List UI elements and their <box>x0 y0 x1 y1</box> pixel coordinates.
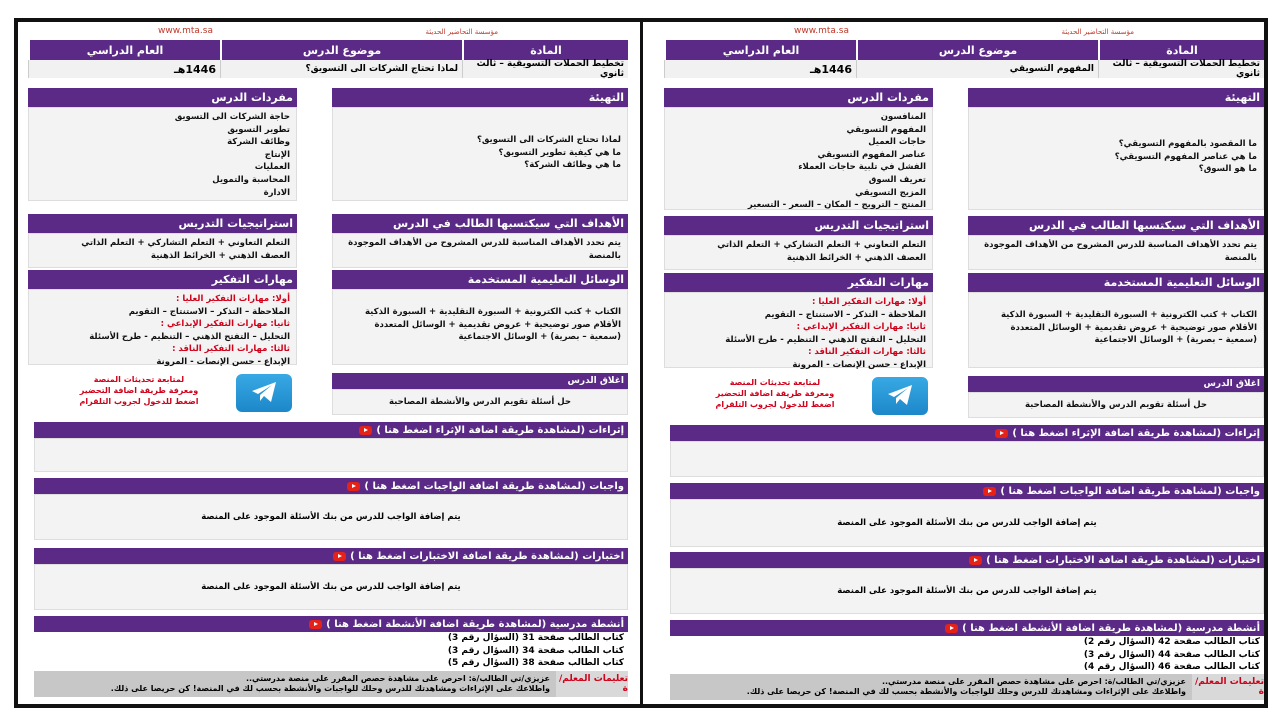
vocab-item: تعريف السوق <box>868 174 926 185</box>
year-value: 1446هـ <box>664 60 856 78</box>
youtube-icon[interactable] <box>309 620 322 629</box>
tests-title: اختبارات <box>1218 554 1260 566</box>
vocab-section <box>664 88 933 210</box>
intro-title: التهيئة <box>332 88 628 107</box>
skills-title: مهارات التفكير <box>28 270 297 289</box>
skills-heading: ثالثا: مهارات التفكير الناقد : <box>808 347 926 358</box>
youtube-icon[interactable] <box>995 429 1008 438</box>
vocab-section <box>28 88 297 201</box>
intro-line: ما المقصود بالمفهوم التسويقي؟ <box>1118 139 1257 149</box>
resources-line: الكتاب + كتب الكترونية + السبورة التقليدية + السبورة الذكية <box>1001 310 1257 320</box>
topic-header: موضوع الدرس <box>856 40 1098 60</box>
vocab-item: عناصر المفهوم التسويقي <box>817 149 926 160</box>
skills-line: التحليل – التفتح الذهني – التنظيم - طرح الأسئلة <box>89 331 290 342</box>
topic-header: موضوع الدرس <box>220 40 462 60</box>
skills-line: الملاحظة – التذكر – الاستنتاج – التقويم <box>128 306 290 317</box>
homework-text: يتم إضافة الواجب للدرس من بنك الأسئلة الموجود على المنصة <box>34 494 628 540</box>
activity-item: كتاب الطالب صفحة 34 (السؤال رقم 3) <box>447 645 624 656</box>
vocab-item: حاجات العميل <box>868 137 926 148</box>
tests-title: اختبارات <box>582 550 624 562</box>
activities-section <box>34 616 628 632</box>
activities-title: أنشطة مدرسية <box>549 618 624 630</box>
enrich-title: إثراءات <box>1224 427 1260 439</box>
follow-line: ومعرفة طريقة اضافة التحضير <box>715 389 835 398</box>
youtube-icon[interactable] <box>359 426 372 435</box>
homework-text: يتم إضافة الواجب للدرس من بنك الأسئلة الموجود على المنصة <box>670 499 1264 547</box>
lesson-plan-page-left <box>28 24 628 700</box>
skills-section <box>28 270 297 365</box>
homework-link[interactable]: (لمشاهدة طريقة اضافة الواجبات اضغط هنا ) <box>364 480 586 492</box>
year-header: العام الدراسي <box>664 40 856 60</box>
follow-line: اضغط للدخول لجروب التلقرام <box>715 400 835 409</box>
vocab-item: المزيج التسويقي <box>855 187 926 198</box>
closing-title: اغلاق الدرس <box>968 376 1264 392</box>
goals-text: يتم تحدد الأهداف المناسبة للدرس المشروح من الأهداف الموجودة بالمنصة <box>968 235 1264 270</box>
teacher-label: تعليمات المعلم/ة <box>1192 674 1264 700</box>
goals-title: الأهداف التي سيكتسبها الطالب في الدرس <box>968 216 1264 235</box>
strategies-section <box>664 216 933 270</box>
resources-line: الكتاب + كتب الكترونية + السبورة التقليدية + السبورة الذكية <box>365 307 621 317</box>
tests-section <box>34 548 628 610</box>
intro-title: التهيئة <box>968 88 1264 107</box>
intro-line: ما هي كيفية تطوير التسويق؟ <box>498 147 621 158</box>
goals-title: الأهداف التي سيكتسبها الطالب في الدرس <box>332 214 628 233</box>
intro-line: ما هو السوق؟ <box>1198 164 1257 175</box>
lesson-plan-page-right <box>664 24 1264 700</box>
vocab-item: المحاسبة والتمويل <box>212 174 290 185</box>
skills-heading: ثانيا: مهارات التفكير الإبداعي : <box>160 319 290 330</box>
teacher-instructions <box>34 671 628 697</box>
teacher-label: تعليمات المعلم/ة <box>556 671 628 697</box>
enrich-section <box>34 422 628 472</box>
skills-heading: ثالثا: مهارات التفكير الناقد : <box>172 344 290 355</box>
intro-line: ما هي عناصر المفهوم التسويقي؟ <box>1114 151 1257 162</box>
skills-line: التحليل – التفتح الذهني – التنظيم - طرح الأسئلة <box>725 334 926 345</box>
homework-title: واجبات <box>589 480 624 492</box>
homework-section <box>670 483 1264 547</box>
site-url[interactable]: www.mta.sa <box>158 26 213 36</box>
vocab-item: الادارة <box>263 187 290 198</box>
skills-line: الملاحظة – التذكر – الاستنتاج – التقويم <box>764 309 926 320</box>
resources-title: الوسائل التعليمية المستخدمة <box>968 273 1264 292</box>
activity-item: كتاب الطالب صفحة 38 (السؤال رقم 5) <box>447 658 624 668</box>
intro-section <box>332 88 628 201</box>
tests-link[interactable]: (لمشاهدة طريقة اضافة الاختبارات اضغط هنا ) <box>350 550 579 562</box>
tests-text: يتم إضافة الواجب للدرس من بنك الأسئلة الموجود على المنصة <box>670 568 1264 614</box>
activities-section <box>670 620 1264 636</box>
brand-name: مؤسسة التحاضير الحديثة <box>1061 28 1134 36</box>
vocab-item: تطوير التسويق <box>227 124 290 135</box>
activities-list <box>34 632 628 670</box>
homework-link[interactable]: (لمشاهدة طريقة اضافة الواجبات اضغط هنا ) <box>1000 485 1222 497</box>
strategies-title: استراتيجيات التدريس <box>28 214 297 233</box>
strategies-line: التعلم التعاوني + التعلم التشاركي + التعلم الذاتي <box>717 240 926 250</box>
telegram-follow-text[interactable] <box>700 377 850 410</box>
vocab-title: مفردات الدرس <box>664 88 933 107</box>
site-url[interactable]: www.mta.sa <box>794 26 849 36</box>
activities-link[interactable]: (لمشاهدة طريقة اضافة الأنشطة اضغط هنا ) <box>962 622 1183 634</box>
enrich-link[interactable]: (لمشاهدة طريقة اضافة الإثراء اضغط هنا ) <box>1012 427 1222 439</box>
intro-line: ما هي وظائف الشركة؟ <box>524 160 621 171</box>
activity-item: كتاب الطالب صفحة 44 (السؤال رقم 3) <box>1083 649 1260 660</box>
teacher-line: عزيزي/تي الطالب/ة: احرص على مشاهدة حصص المقرر على منصة مدرستي.. <box>245 674 550 683</box>
tests-text: يتم إضافة الواجب للدرس من بنك الأسئلة الموجود على المنصة <box>34 564 628 610</box>
telegram-follow-text[interactable] <box>64 374 214 407</box>
youtube-icon[interactable] <box>347 482 360 491</box>
activities-link[interactable]: (لمشاهدة طريقة اضافة الأنشطة اضغط هنا ) <box>326 618 547 630</box>
enrich-body <box>34 438 628 472</box>
closing-text: حل أسئلة تقويم الدرس والأنشطة المصاحبة <box>968 392 1264 418</box>
resources-line: (سمعية – بصرية) + الوسائل الاجتماعية <box>1094 335 1257 346</box>
subject-value: تخطيط الحملات التسويقية – ثالث ثانوي <box>462 60 628 78</box>
telegram-icon[interactable] <box>236 374 292 412</box>
subject-value: تخطيط الحملات التسويقية – ثالث ثانوي <box>1098 60 1264 78</box>
enrich-body <box>670 441 1264 477</box>
intro-line: لماذا تحتاج الشركات الى التسويق؟ <box>476 135 621 145</box>
skills-heading: أولا: مهارات التفكير العليا : <box>175 294 290 304</box>
brand-name: مؤسسة التحاضير الحديثة <box>425 28 498 36</box>
topic-value: المفهوم التسويقي <box>856 60 1098 78</box>
teacher-instructions <box>670 674 1264 700</box>
follow-line: لمتابعة تحديثات المنصة <box>729 378 821 387</box>
strategies-line: التعلم التعاوني + التعلم التشاركي + التعلم الذاتي <box>81 238 290 248</box>
resources-section <box>968 273 1264 368</box>
teacher-line: واطلاعك على الإثراءات ومشاهدتك للدرس وحلك للواجبات والأنشطة بحسب لك في المنصة! كن حريصا على ذلك. <box>110 684 550 693</box>
follow-line: لمتابعة تحديثات المنصة <box>93 375 185 384</box>
vocab-item: العمليات <box>254 162 290 173</box>
vocab-item: المنافسون <box>880 112 926 122</box>
youtube-icon[interactable] <box>333 552 346 561</box>
activity-item: كتاب الطالب صفحة 42 (السؤال رقم 2) <box>1083 637 1260 647</box>
vocab-item: الإنتاج <box>264 149 290 160</box>
vocab-title: مفردات الدرس <box>28 88 297 107</box>
resources-line: الأقلام صور توضيحية + عروض تقديمية + الوسائل المتعددة <box>1010 322 1257 333</box>
goals-section <box>968 216 1264 270</box>
vocab-item: المنتج – الترويج – المكان – السعر - التسعير <box>747 200 926 211</box>
youtube-icon[interactable] <box>945 624 958 633</box>
closing-section <box>968 376 1264 418</box>
tests-section <box>670 552 1264 614</box>
strategies-line: العصف الذهني + الخرائط الذهنية <box>786 252 926 263</box>
closing-title: اغلاق الدرس <box>332 373 628 389</box>
goals-section <box>332 214 628 268</box>
teacher-line: عزيزي/تي الطالب/ة: احرص على مشاهدة حصص المقرر على منصة مدرستي.. <box>881 677 1186 686</box>
closing-section <box>332 373 628 415</box>
strategies-title: استراتيجيات التدريس <box>664 216 933 235</box>
goals-text: يتم تحدد الأهداف المناسبة للدرس المشروح من الأهداف الموجودة بالمنصة <box>332 233 628 268</box>
vocab-item: الفشل في تلبية حاجات العملاء <box>798 162 926 173</box>
skills-line: الإبداع - حسن الإنصات - المرونة <box>792 359 926 370</box>
follow-line: اضغط للدخول لجروب التلقرام <box>79 397 199 406</box>
skills-heading: أولا: مهارات التفكير العليا : <box>811 297 926 307</box>
youtube-icon[interactable] <box>983 487 996 496</box>
enrich-title: إثراءات <box>588 424 624 436</box>
activities-title: أنشطة مدرسية <box>1185 622 1260 634</box>
intro-section <box>968 88 1264 210</box>
resources-line: (سمعية – بصرية) + الوسائل الاجتماعية <box>458 332 621 343</box>
subject-header: المادة <box>1098 40 1264 60</box>
skills-heading: ثانيا: مهارات التفكير الإبداعي : <box>796 322 926 333</box>
vocab-item: المفهوم التسويقي <box>846 124 926 135</box>
skills-section <box>664 273 933 368</box>
activities-list <box>670 636 1264 674</box>
enrich-link[interactable]: (لمشاهدة طريقة اضافة الإثراء اضغط هنا ) <box>376 424 586 436</box>
activity-item: كتاب الطالب صفحة 46 (السؤال رقم 4) <box>1083 662 1260 672</box>
homework-title: واجبات <box>1225 485 1260 497</box>
enrich-section <box>670 425 1264 477</box>
strategies-section <box>28 214 297 268</box>
skills-title: مهارات التفكير <box>664 273 933 292</box>
resources-title: الوسائل التعليمية المستخدمة <box>332 270 628 289</box>
vocab-item: وظائف الشركة <box>227 137 290 148</box>
homework-section <box>34 478 628 540</box>
year-header: العام الدراسي <box>28 40 220 60</box>
year-value: 1446هـ <box>28 60 220 78</box>
vocab-item: حاجة الشركات الى التسويق <box>174 112 290 122</box>
skills-line: الإبداع - حسن الإنصات - المرونة <box>156 356 290 367</box>
closing-text: حل أسئلة تقويم الدرس والأنشطة المصاحبة <box>332 389 628 415</box>
resources-line: الأقلام صور توضيحية + عروض تقديمية + الوسائل المتعددة <box>374 319 621 330</box>
topic-value: لماذا تحتاج الشركات الى التسويق؟ <box>220 60 462 78</box>
follow-line: ومعرفة طريقة اضافة التحضير <box>79 386 199 395</box>
subject-header: المادة <box>462 40 628 60</box>
page-divider <box>640 18 643 708</box>
tests-link[interactable]: (لمشاهدة طريقة اضافة الاختبارات اضغط هنا ) <box>986 554 1215 566</box>
activity-item: كتاب الطالب صفحة 31 (السؤال رقم 3) <box>447 633 624 643</box>
youtube-icon[interactable] <box>969 556 982 565</box>
telegram-icon[interactable] <box>872 377 928 415</box>
strategies-line: العصف الذهني + الخرائط الذهنية <box>150 250 290 261</box>
teacher-line: واطلاعك على الإثراءات ومشاهدتك للدرس وحلك للواجبات والأنشطة بحسب لك في المنصة! كن حريصا على ذلك. <box>746 687 1186 696</box>
resources-section <box>332 270 628 365</box>
